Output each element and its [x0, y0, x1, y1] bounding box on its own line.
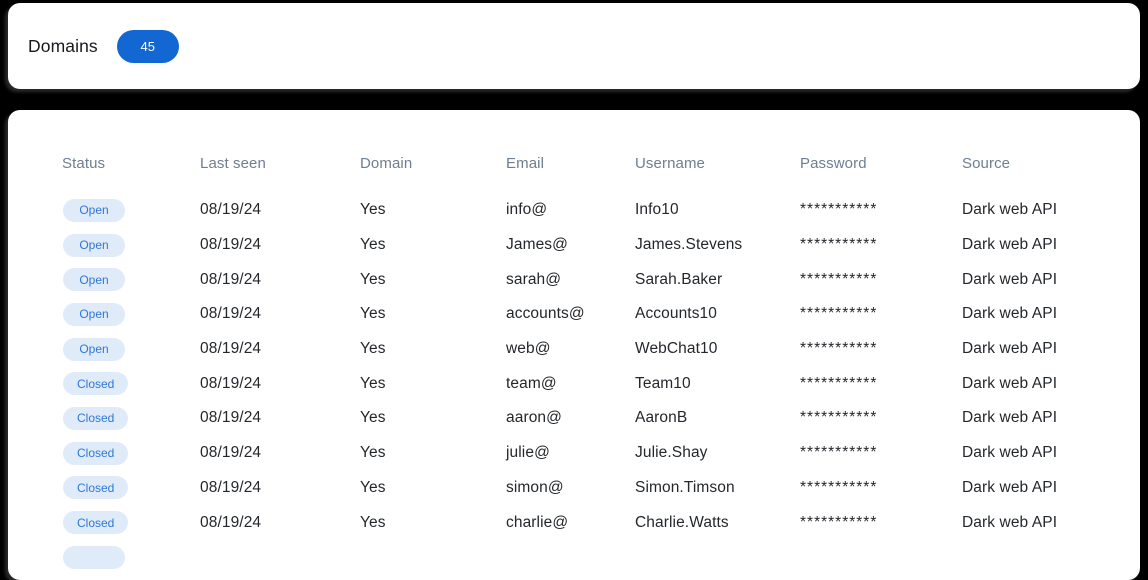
- table-row[interactable]: [62, 332, 1110, 367]
- table-row[interactable]: [62, 505, 1110, 540]
- cell-username: Accounts10: [635, 305, 717, 323]
- cell-source: Dark web API: [962, 340, 1058, 358]
- column-header-password: Password: [800, 154, 867, 172]
- cell-last-seen: 08/19/24: [200, 478, 262, 496]
- cell-domain: Yes: [360, 201, 386, 219]
- status-cell: [62, 442, 200, 465]
- cell-last-seen: 08/19/24: [200, 340, 262, 358]
- cell-last-seen: 08/19/24: [200, 409, 262, 427]
- cell-username: Team10: [635, 374, 691, 392]
- cell-last-seen: 08/19/24: [200, 236, 262, 254]
- cell-email: simon@: [506, 478, 564, 496]
- status-cell: [62, 303, 200, 326]
- table-row[interactable]: [62, 228, 1110, 263]
- status-cell: [62, 476, 200, 499]
- status-cell: [62, 546, 200, 569]
- status-cell: [62, 199, 200, 222]
- cell-password: ***********: [800, 340, 878, 358]
- cell-username: Julie.Shay: [635, 444, 708, 462]
- cell-password: ***********: [800, 374, 878, 392]
- status-badge: Open: [63, 338, 125, 361]
- cell-email: web@: [506, 340, 551, 358]
- cell-email: sarah@: [506, 270, 562, 288]
- cell-source: Dark web API: [962, 444, 1058, 462]
- cell-email: accounts@: [506, 305, 585, 323]
- table-row[interactable]: [62, 366, 1110, 401]
- cell-domain: Yes: [360, 513, 386, 531]
- table-row[interactable]: [62, 262, 1110, 297]
- cell-password: ***********: [800, 444, 878, 462]
- cell-source: Dark web API: [962, 478, 1058, 496]
- column-header-source: Source: [962, 154, 1011, 172]
- status-badge: Open: [63, 199, 125, 222]
- cell-last-seen: 08/19/24: [200, 270, 262, 288]
- cell-username: James.Stevens: [635, 236, 743, 254]
- cell-domain: Yes: [360, 340, 386, 358]
- status-cell: [62, 407, 200, 430]
- table-row[interactable]: [62, 436, 1110, 471]
- column-header-last_seen: Last seen: [200, 154, 266, 172]
- cell-source: Dark web API: [962, 513, 1058, 531]
- status-cell: [62, 234, 200, 257]
- status-badge: Closed: [63, 442, 128, 465]
- column-header-domain: Domain: [360, 154, 413, 172]
- table-card: [8, 110, 1140, 580]
- cell-username: Info10: [635, 201, 679, 219]
- cell-last-seen: 08/19/24: [200, 374, 262, 392]
- cell-source: Dark web API: [962, 305, 1058, 323]
- cell-username: Simon.Timson: [635, 478, 735, 496]
- cell-source: Dark web API: [962, 374, 1058, 392]
- table-row[interactable]: [62, 297, 1110, 332]
- cell-password: ***********: [800, 236, 878, 254]
- cell-source: Dark web API: [962, 409, 1058, 427]
- cell-source: Dark web API: [962, 270, 1058, 288]
- status-cell: [62, 268, 200, 291]
- cell-email: charlie@: [506, 513, 569, 531]
- cell-source: Dark web API: [962, 201, 1058, 219]
- cell-source: Dark web API: [962, 236, 1058, 254]
- status-badge: Open: [63, 234, 125, 257]
- cell-username: Sarah.Baker: [635, 270, 723, 288]
- cell-last-seen: 08/19/24: [200, 201, 262, 219]
- cell-email: James@: [506, 236, 568, 254]
- cell-password: ***********: [800, 201, 878, 219]
- cell-password: ***********: [800, 305, 878, 323]
- status-badge: [63, 546, 125, 569]
- page-title: Domains: [28, 35, 98, 56]
- cell-domain: Yes: [360, 409, 386, 427]
- cell-password: ***********: [800, 513, 878, 531]
- cell-email: aaron@: [506, 409, 562, 427]
- cell-last-seen: 08/19/24: [200, 444, 262, 462]
- cell-password: ***********: [800, 409, 878, 427]
- table-row[interactable]: [62, 401, 1110, 436]
- status-badge: Open: [63, 303, 125, 326]
- header-card: [8, 3, 1140, 89]
- table-body: [62, 193, 1110, 575]
- status-badge: Closed: [63, 511, 128, 534]
- table-row[interactable]: [62, 193, 1110, 228]
- status-badge: Closed: [63, 372, 128, 395]
- status-cell: [62, 372, 200, 395]
- table-row[interactable]: [62, 540, 1110, 575]
- status-badge: Closed: [63, 407, 128, 430]
- column-header-status: Status: [62, 154, 106, 172]
- cell-last-seen: 08/19/24: [200, 513, 262, 531]
- cell-password: ***********: [800, 270, 878, 288]
- column-header-username: Username: [635, 154, 705, 172]
- table-row[interactable]: [62, 471, 1110, 506]
- cell-email: julie@: [506, 444, 550, 462]
- cell-email: info@: [506, 201, 548, 219]
- cell-username: WebChat10: [635, 340, 718, 358]
- cell-last-seen: 08/19/24: [200, 305, 262, 323]
- cell-username: AaronB: [635, 409, 688, 427]
- domains-count-badge: 45: [117, 30, 179, 63]
- cell-domain: Yes: [360, 270, 386, 288]
- cell-domain: Yes: [360, 478, 386, 496]
- status-badge: Closed: [63, 476, 128, 499]
- cell-password: ***********: [800, 478, 878, 496]
- cell-domain: Yes: [360, 305, 386, 323]
- cell-domain: Yes: [360, 444, 386, 462]
- status-cell: [62, 338, 200, 361]
- cell-email: team@: [506, 374, 557, 392]
- cell-domain: Yes: [360, 374, 386, 392]
- status-cell: [62, 511, 200, 534]
- status-badge: Open: [63, 268, 125, 291]
- cell-domain: Yes: [360, 236, 386, 254]
- table-header-row: [62, 152, 1110, 174]
- cell-username: Charlie.Watts: [635, 513, 729, 531]
- column-header-email: Email: [506, 154, 545, 172]
